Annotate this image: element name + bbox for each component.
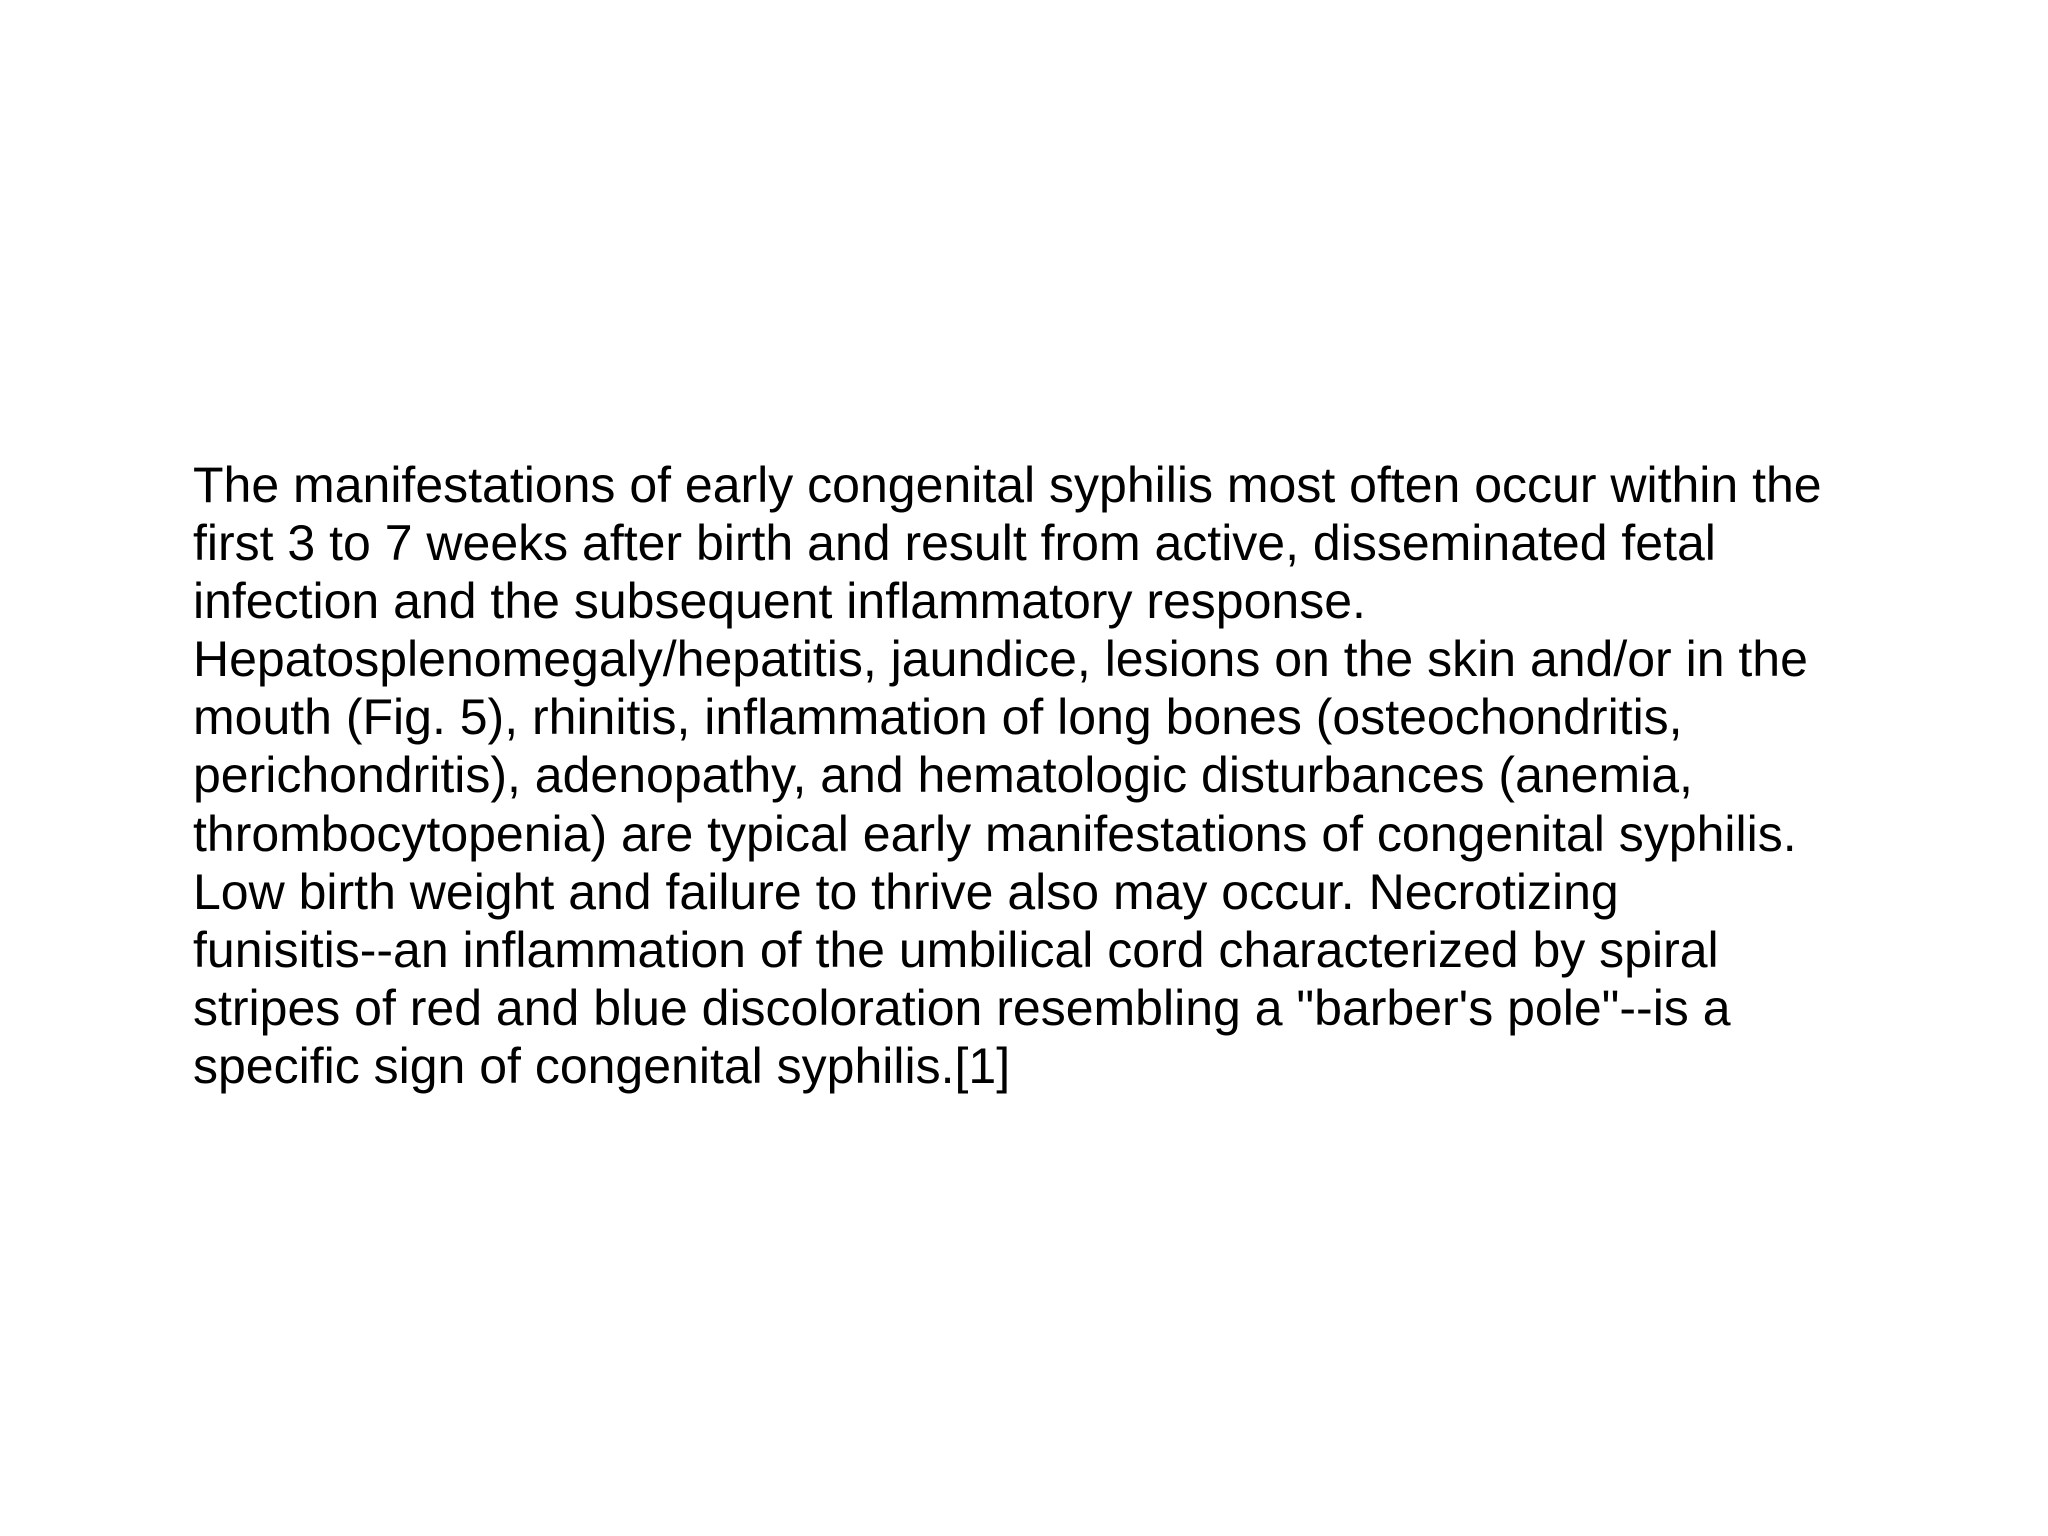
text-line: first 3 to 7 weeks after birth and result from active, disseminated fetal [193,515,1716,572]
text-line: funisitis--an inflammation of the umbilical cord characterized by spiral [193,921,1719,978]
text-line: infection and the subsequent inflammatory response. [193,573,1366,630]
text-line: thrombocytopenia) are typical early manifestations of congenital syphilis. [193,805,1797,862]
text-line: stripes of red and blue discoloration resembling a "barber's pole"--is a [193,979,1731,1036]
text-line: mouth (Fig. 5), rhinitis, inflammation of long bones (osteochondritis, [193,689,1683,746]
body-paragraph [193,456,2013,1095]
text-line: perichondritis), adenopathy, and hematologic disturbances (anemia, [193,747,1693,804]
text-line: Hepatosplenomegaly/hepatitis, jaundice, lesions on the skin and/or in the [193,631,1808,688]
text-line: The manifestations of early congenital syphilis most often occur within the [193,457,1822,513]
text-line: Low birth weight and failure to thrive also may occur. Necrotizing [193,863,1619,920]
text-line: specific sign of congenital syphilis.[1] [193,1037,1011,1094]
